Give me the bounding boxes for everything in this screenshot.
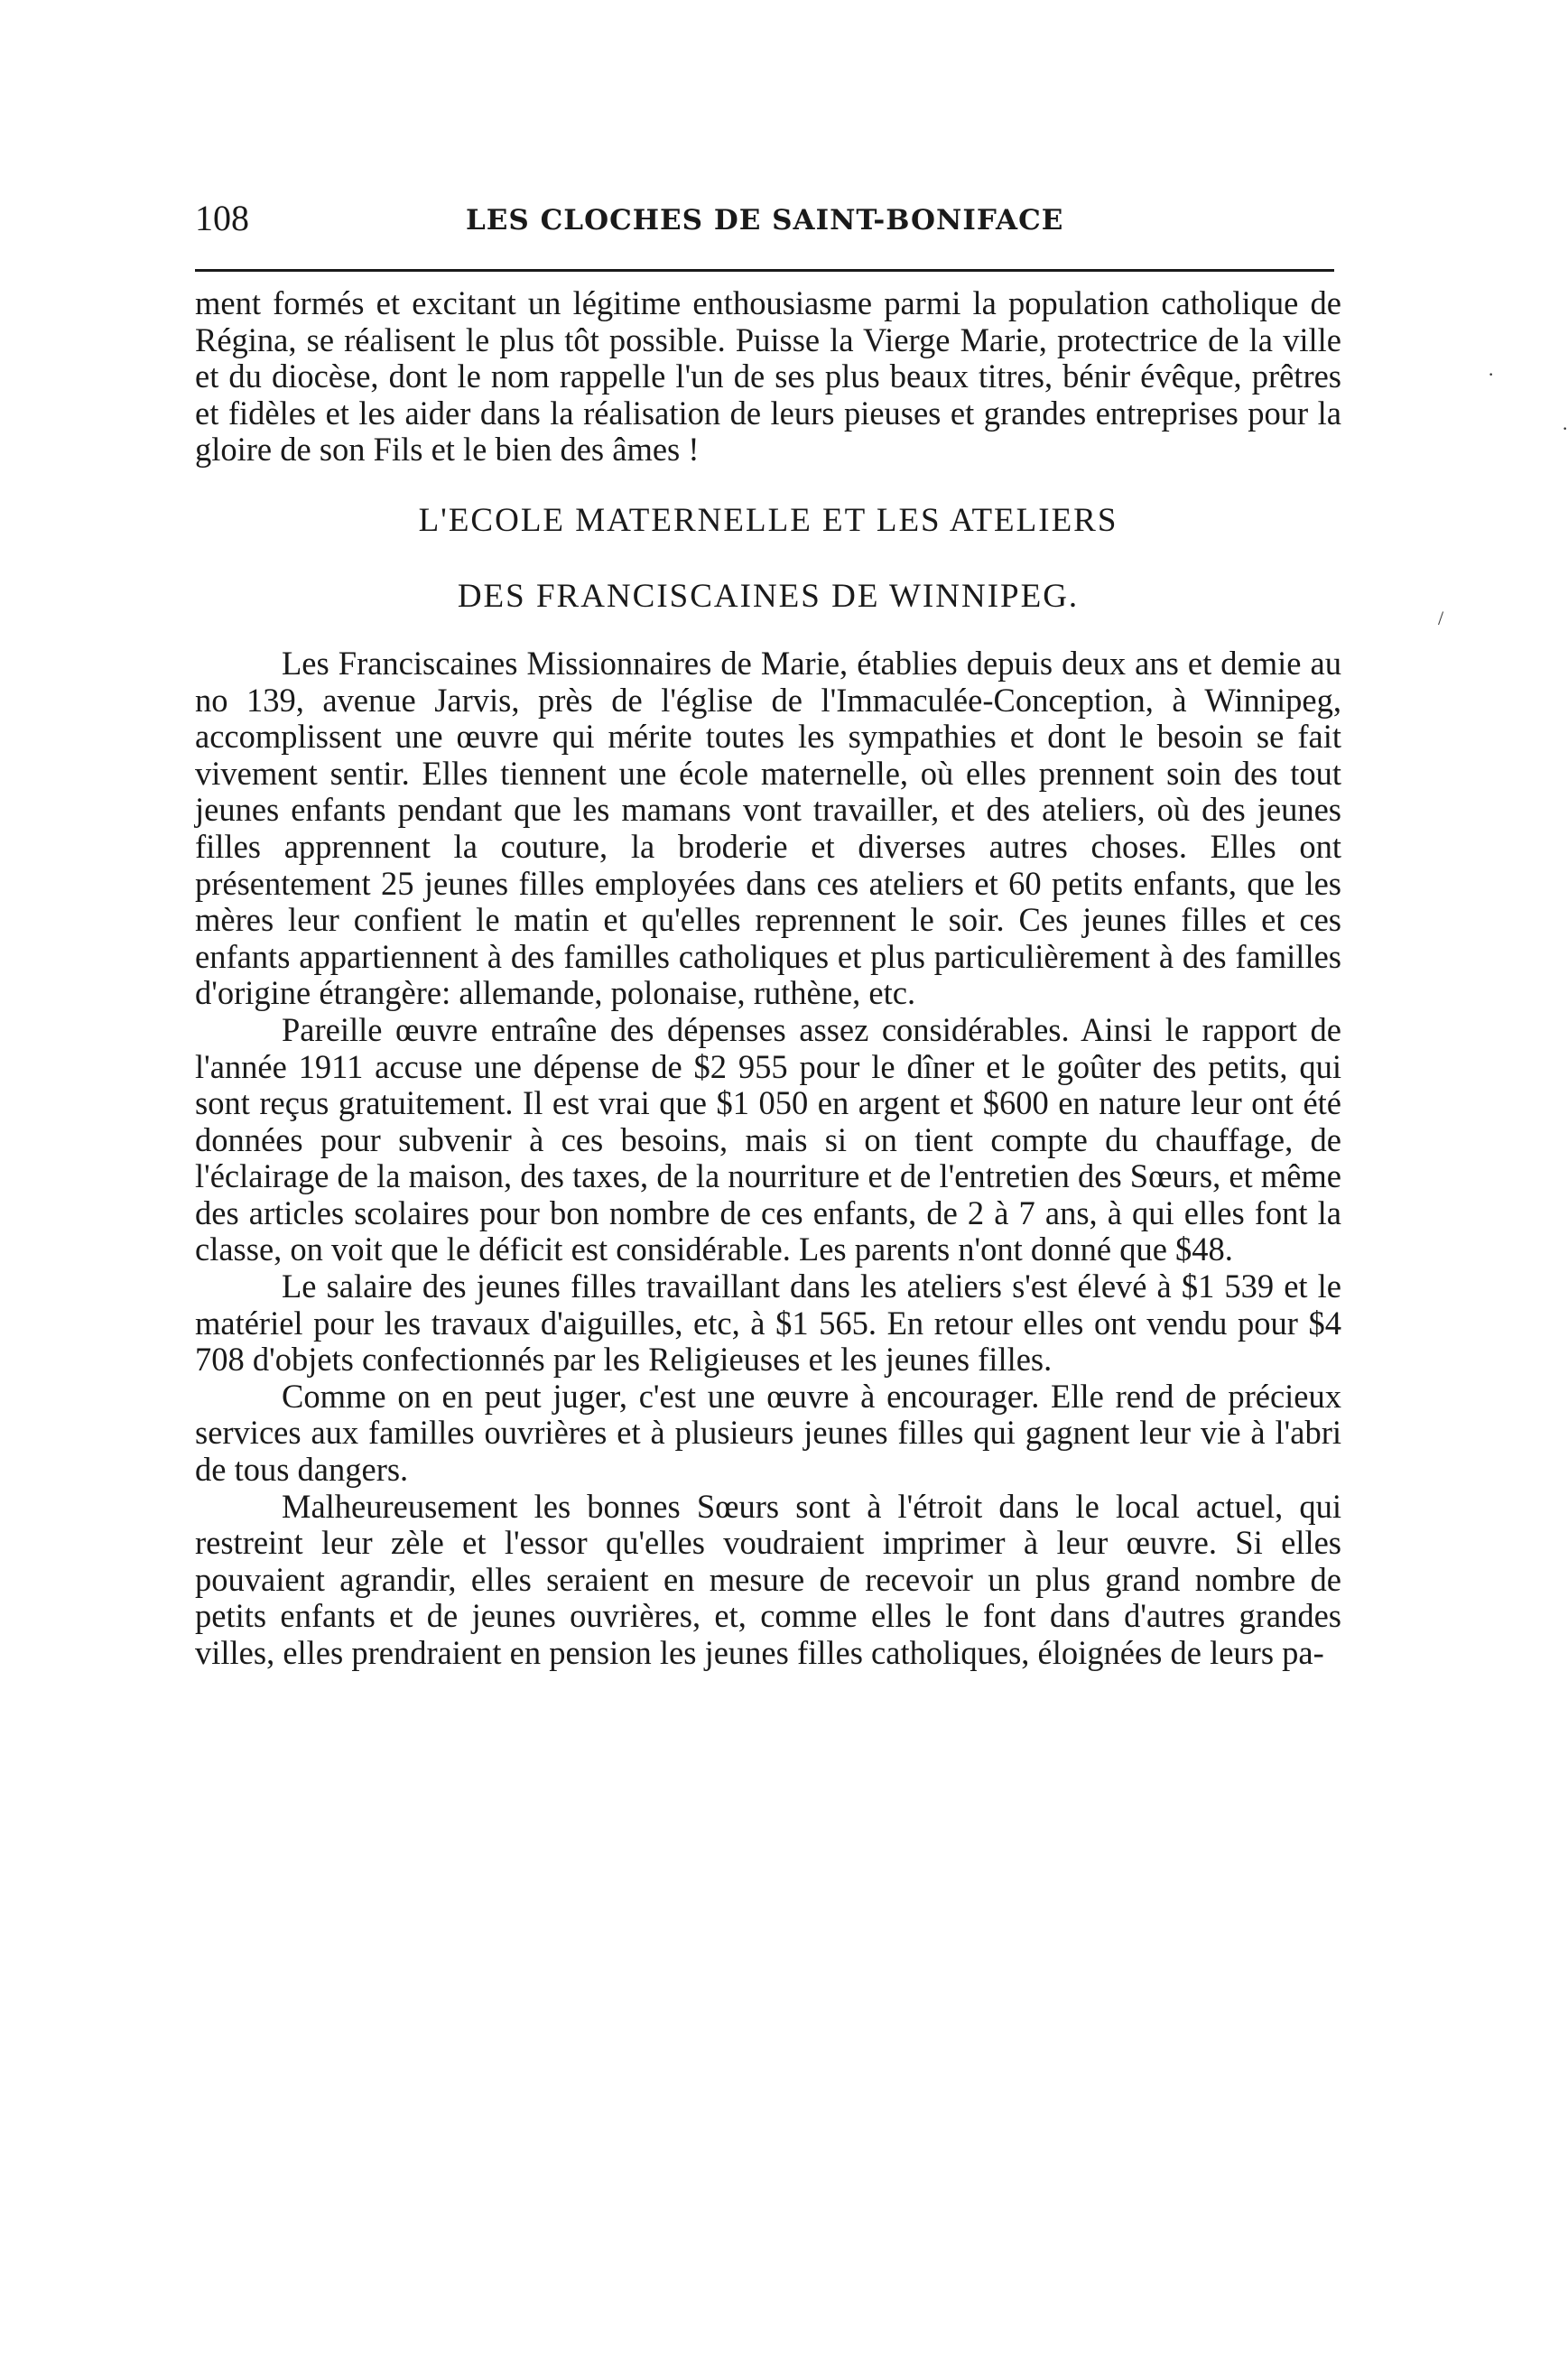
running-title: LES CLOCHES DE SAINT-BONIFACE (466, 204, 1064, 237)
paragraph-franciscaines: Les Franciscaines Missionnaires de Marie, établies depuis deux ans et demie au no 139, avenue Jarvis, près de l'église de l'Immaculée-Conception, à Winnipeg, accomplissent une œuvre qui mérite toutes les sympathies et dont le besoin se fait vivement sentir. Elles tiennent une école maternelle, où elles prennent soin des tout jeunes enfants pendant que les mamans vont travailler, et des ateliers, où des jeunes filles apprennent la couture, la broderie et diverses autres choses. Elles ont présentement 25 jeunes filles employées dans ces ateliers et 60 petits enfants, que les mères leur confient le matin et qu'elles reprennent le soir. Ces jeunes filles et ces enfants appartiennent à des familles catholiques et plus particulièrement à des familles d'origine étrangère: allemande, polonaise, ruthène, etc. (195, 644, 1341, 1012)
section-heading-line-1: L'ECOLE MATERNELLE ET LES ATELIERS (418, 501, 1118, 539)
paragraph-depenses: Pareille œuvre entraîne des dépenses assez considérables. Ainsi le rapport de l'année 1911 accuse une dépense de $2 955 pour le dîner et le goûter des petits, qui sont reçus gratuitement. Il est vrai que $1 050 en argent et $600 en nature leur ont été données pour subvenir à ces besoins, mais si on tient compte du chauffage, de l'éclairage de la maison, des taxes, de la nourriture et de l'entretien des Sœurs, et même des articles scolaires pour bon nombre de ces enfants, de 2 à 7 ans, à qui elles font la classe, on voit que le déficit est considérable. Les parents n'ont donné que $48. (195, 1010, 1341, 1268)
margin-speck: · (1562, 417, 1568, 440)
page-number: 108 (195, 198, 249, 238)
header-rule (195, 269, 1334, 272)
margin-speck: / (1438, 607, 1444, 629)
paragraph-salaire: Le salaire des jeunes filles travaillant dans les ateliers s'est élevé à $1 539 et le matériel pour les travaux d'aiguilles, etc, à $1 565. En retour elles ont vendu pour $4 708 d'objets confectionnés par les Religieuses et les jeunes filles. (195, 1268, 1341, 1379)
section-heading-line-2: DES FRANCISCAINES DE WINNIPEG. (457, 577, 1080, 615)
paragraph-continuation: ment formés et excitant un légitime enthousiasme parmi la population catholique de Régina, se réalisent le plus tôt possible. Puisse la Vierge Marie, protectrice de la ville et du diocèse, dont le nom rappelle l'un de ses plus beaux titres, bénir évêque, prêtres et fidèles et les aider dans la réalisation de leurs pieuses et grandes entreprises pour la gloire de son Fils et le bien des âmes ! (195, 284, 1341, 469)
running-head (195, 197, 1341, 251)
paragraph-encourager: Comme on en peut juger, c'est une œuvre à encourager. Elle rend de précieux services aux familles ouvrières et à plusieurs jeunes filles qui gagnent leur vie à l'abri de tous dangers. (195, 1377, 1341, 1489)
paragraph-malheureusement: Malheureusement les bonnes Sœurs sont à l'étroit dans le local actuel, qui restreint leur zèle et l'essor qu'elles voudraient imprimer à leur œuvre. Si elles pouvaient agrandir, elles seraient en mesure de recevoir un plus grand nombre de petits enfants et de jeunes ouvrières, et, comme elles le font dans d'autres grandes villes, elles prendraient en pension les jeunes filles catholiques, éloignées de leurs pa- (195, 1487, 1341, 1671)
margin-speck: · (1488, 363, 1495, 385)
body-text (195, 285, 1341, 1672)
